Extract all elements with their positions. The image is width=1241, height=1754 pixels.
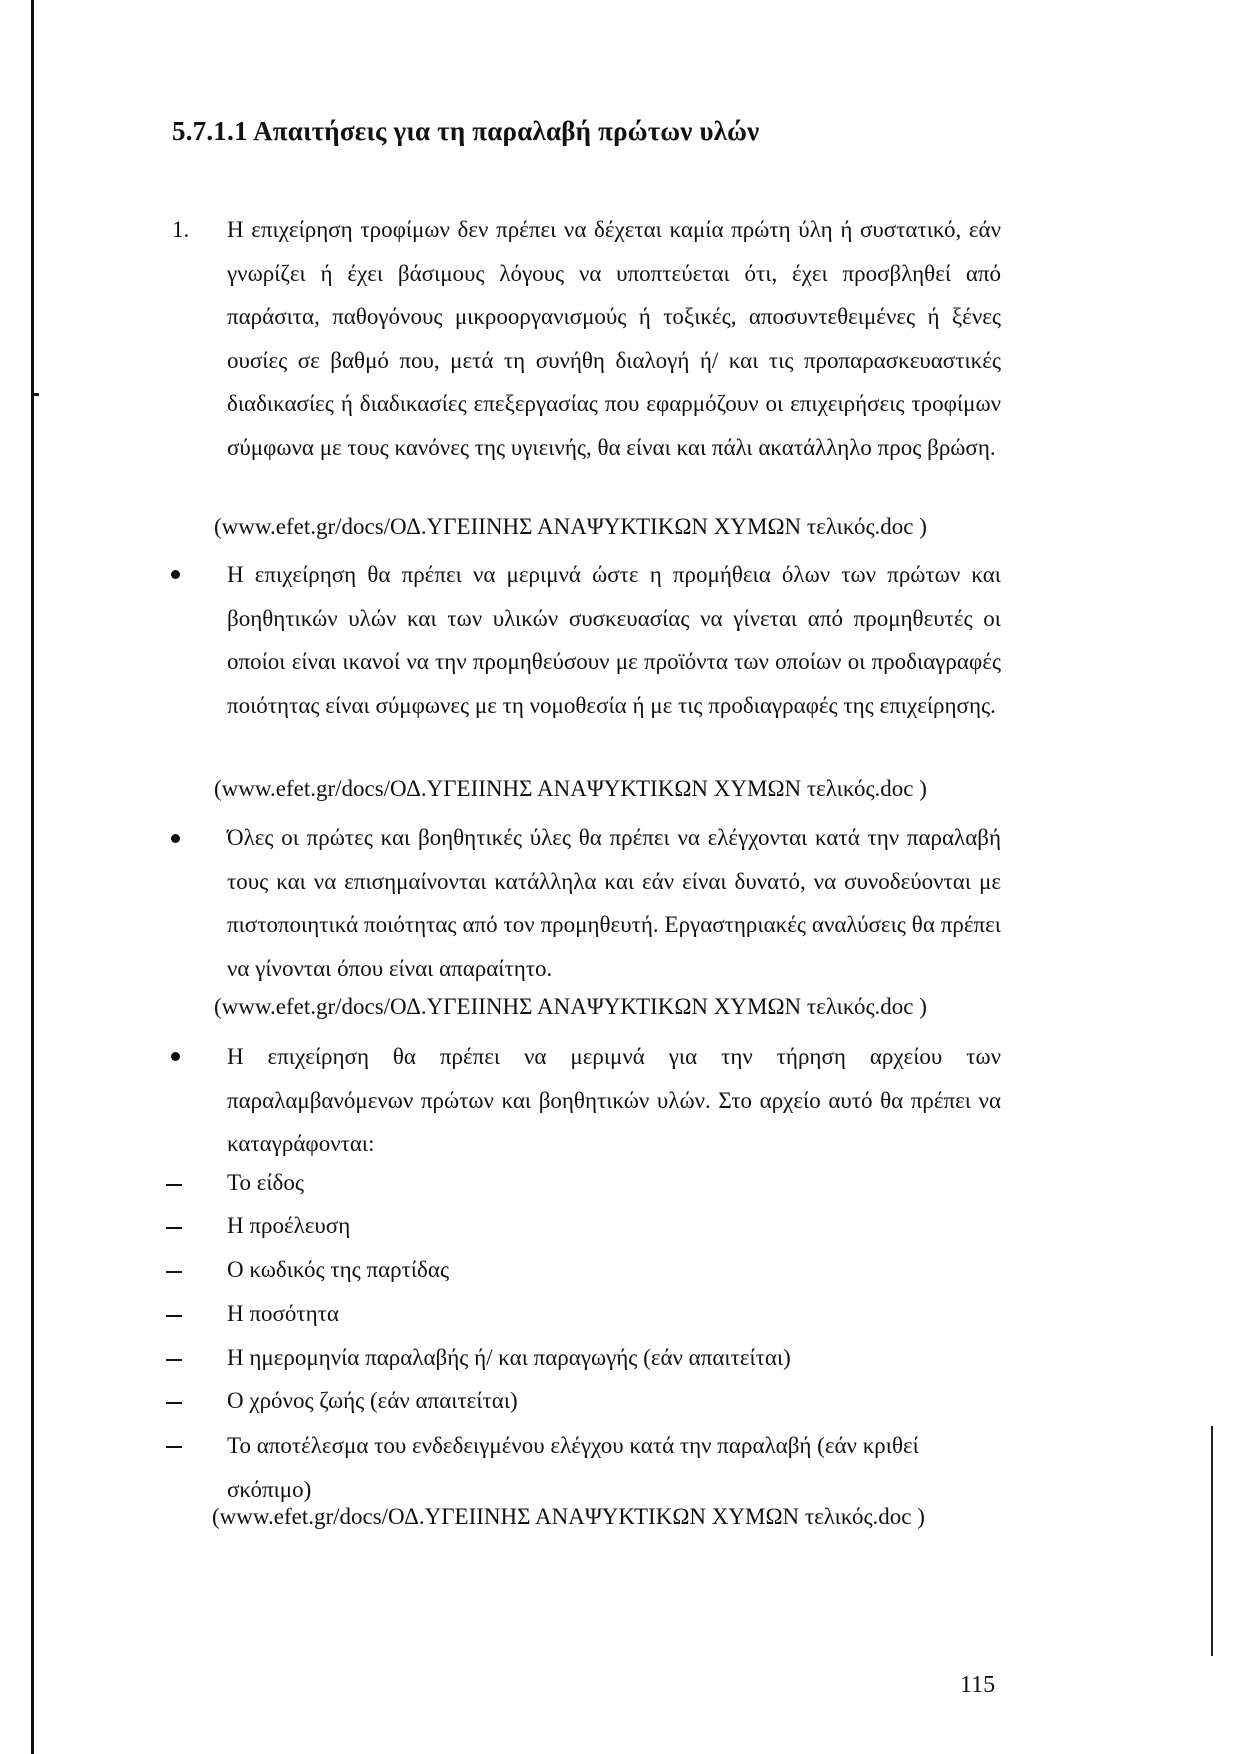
bullet-1-reference: (www.efet.gr/docs/ΟΔ.ΥΓΕΙΙΝΗΣ ΑΝΑΨΥΚΤΙΚΩΝ ΧΥΜΩΝ τελικός.doc ) xyxy=(214,776,927,801)
final-reference: (www.efet.gr/docs/ΟΔ.ΥΓΕΙΙΝΗΣ ΑΝΑΨΥΚΤΙΚΩΝ ΧΥΜΩΝ τελικός.doc ) xyxy=(212,1504,925,1529)
dash-marker xyxy=(166,1271,182,1273)
left-margin-tick xyxy=(31,393,39,396)
dash-marker xyxy=(166,1446,182,1448)
paragraph-1-reference: (www.efet.gr/docs/ΟΔ.ΥΓΕΙΙΝΗΣ ΑΝΑΨΥΚΤΙΚΩΝ ΧΥΜΩΝ τελικός.doc ) xyxy=(214,514,927,539)
dash-marker xyxy=(166,1184,182,1186)
bullet-3-text: Η επιχείρηση θα πρέπει να μεριμνά για την τήρηση αρχείου των παραλαμβανόμενων πρώτων και βοηθητικών υλών. Στο αρχείο αυτό θα πρέπει να καταγράφονται: xyxy=(227,1044,1001,1156)
bullet-icon xyxy=(171,834,180,843)
right-scan-border xyxy=(1211,1426,1213,1656)
bullet-2-text: Όλες οι πρώτες και βοηθητικές ύλες θα πρέπει να ελέγχονται κατά την παραλαβή τους και να επισημαίνονται κατάλληλα και εάν είναι δυνατό, να συνοδεύονται με πιστοποιητικά ποιότητας από τον προμηθευτή. Εργαστηριακές αναλύσεις θα πρέπει να γίνονται όπου είναι απαραίτητο. xyxy=(227,825,1001,981)
left-scan-border xyxy=(31,0,34,1754)
dash-marker xyxy=(166,1359,182,1361)
record-item: Η προέλευση xyxy=(227,1213,351,1238)
bullet-icon xyxy=(171,1052,180,1061)
paragraph-number: 1. xyxy=(172,217,190,242)
dash-marker xyxy=(166,1227,182,1229)
record-item: Η ποσότητα xyxy=(227,1301,339,1326)
record-item: Το αποτέλεσμα του ενδεδειγμένου ελέγχου κατά την παραλαβή (εάν κριθεί σκόπιμο) xyxy=(227,1433,919,1502)
bullet-2-reference: (www.efet.gr/docs/ΟΔ.ΥΓΕΙΙΝΗΣ ΑΝΑΨΥΚΤΙΚΩΝ ΧΥΜΩΝ τελικός.doc ) xyxy=(214,994,927,1019)
record-item: Ο κωδικός της παρτίδας xyxy=(227,1257,450,1282)
record-item: Ο χρόνος ζωής (εάν απαιτείται) xyxy=(227,1388,518,1413)
paragraph-1-text: Η επιχείρηση τροφίμων δεν πρέπει να δέχεται καμία πρώτη ύλη ή συστατικό, εάν γνωρίζει ή έχει βάσιμους λόγους να υποπτεύεται ότι, έχει προσβληθεί από παράσιτα, παθογόνους μικροοργανισμούς ή τοξικές, αποσυντεθειμένες ή ξένες ουσίες σε βαθμό που, μετά τη συνήθη διαλογή ή/ και τις προπαρασκευαστικές διαδικασίες ή διαδικασίες επεξεργασίας που εφαρμόζουν οι επιχειρήσεις τροφίμων σύμφωνα με τους κανόνες της υγιεινής, θα είναι και πάλι ακατάλληλο προς βρώση. xyxy=(227,217,1001,460)
record-item: Η ημερομηνία παραλαβής ή/ και παραγωγής (εάν απαιτείται) xyxy=(227,1345,791,1370)
dash-marker xyxy=(166,1402,182,1404)
bullet-icon xyxy=(171,570,180,579)
dash-marker xyxy=(166,1315,182,1317)
section-heading: 5.7.1.1 Απαιτήσεις για τη παραλαβή πρώτων υλών xyxy=(172,116,760,146)
page-number: 115 xyxy=(960,1672,996,1698)
record-item: Το είδος xyxy=(227,1170,305,1195)
bullet-1-text: Η επιχείρηση θα πρέπει να μεριμνά ώστε η προμήθεια όλων των πρώτων και βοηθητικών υλών και των υλικών συσκευασίας να γίνεται από προμηθευτές οι οποίοι είναι ικανοί να την προμηθεύσουν με προϊόντα των οποίων οι προδιαγραφές ποιότητας είναι σύμφωνες με τη νομοθεσία ή με τις προδιαγραφές της επιχείρησης. xyxy=(227,562,1001,718)
